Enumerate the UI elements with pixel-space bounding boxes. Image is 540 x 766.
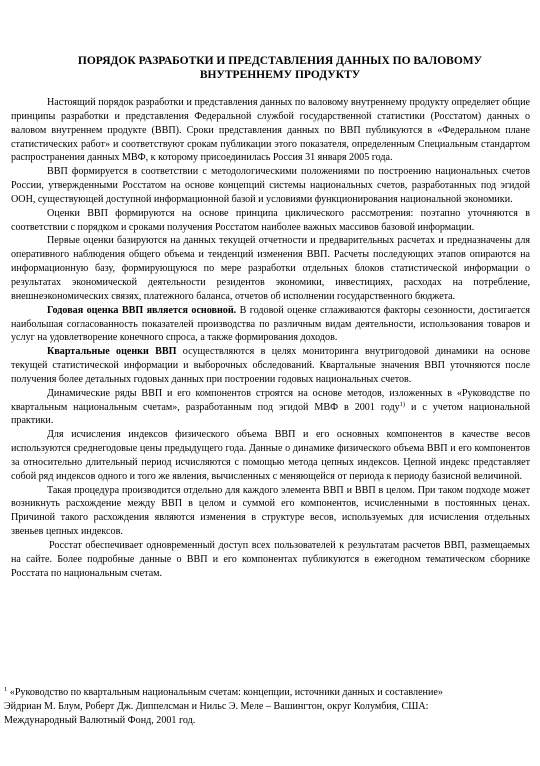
annual-estimate-bold: Годовая оценка ВВП является основной. [47,304,237,316]
title-line-2: ВНУТРЕННЕМУ ПРОДУКТУ [199,69,361,81]
footnote-line-2: Эйдриан М. Блум, Роберт Дж. Диппелсман и Нильс Э. Меле – Вашингтон, округ Колумбия, США: [4,700,429,712]
paragraph-cyclical-estimates: Оценки ВВП формируются на основе принципа циклического рассмотрения: поэтапно уточняются в соответствии с порядком и сроками получения Росстатом наиболее важных массивов базовой информации. [11,207,530,233]
paragraph-procedure: Такая процедура производится отдельно для каждого элемента ВВП и ВВП в целом. При таком подходе может возникнуть расхождение между ВВП в целом и суммой его компонентов, исчисленными в постоянных ценах. Причиной такого расхождения являются изменения в структуре весов, используемых для исчисления отдельных звеньев цепных индексов. [11,484,530,538]
footnote-text-1: «Руководство по квартальным национальным счетам: концепции, источники данных и составление» [7,687,443,698]
paragraph-intro: Настоящий порядок разработки и представления данных по валовому внутреннему продукту определяет общие принципы разработки и представления Федеральной службой государственной статистики (Росстатом) данных о валовом внутреннем продукте (ВВП). Сроки представления данных по ВВП публикуются в «Федеральном плане статистических работ» и соответствуют срокам публикации этого показателя, определенным Специальным стандартом распространения данных МВФ, к которому присоединилась Россия 31 января 2005 года. [11,97,530,164]
paragraph-volume-indices: Для исчисления индексов физического объема ВВП и его основных компонентов в качестве весов используются среднегодовые цены предыдущего года. Данные о динамике физического объема ВВП и его компонентов за относительно длительный период исчисляются с помощью метода цепных индексов. Цепной индекс представляет собой ряд индексов одного и того же явления, вычисленных с меняющейся от периода к периоду базисной величиной. [11,429,530,482]
paragraph-methodology: ВВП формируется в соответствии с методологическими положениями по построению национальных счетов России, утвержденными Росстатом на основе концепций системы национальных счетов, разработанных под эгидой ООН, существующей доступной информационной базой и условиями функционирования национальной экономики. [11,166,530,205]
quarterly-estimates-bold: Квартальные оценки ВВП [47,346,177,358]
document-body [11,96,530,581]
quarterly-estimates-text: осуществляются в целях мониторинга внутригодовой динамики на основе текущей статистической информации и выборочных обследований. Квартальные значения ВВП уточняются после получения более детальных годовых данных при построении годовых национальных счетов. [11,346,530,385]
annual-estimate-text: В годовой оценке сглаживаются факторы сезонности, достигается наибольшая согласованность показателей производства по различным видам деятельности, использования товаров и услуг на удовлетворение конечного спроса, а также формирования доходов. [11,304,530,344]
document-title [50,54,510,82]
footnote-line-3: Международный Валютный Фонд, 2001 год. [4,714,196,726]
footnote-line-1 [4,686,530,700]
dynamic-series-text-a: Динамические ряды ВВП и его компонентов строятся на основе методов, изложенных в «Руководстве по квартальным национальным счетам», разработанным под эгидой МВФ в 2001 году [11,387,530,413]
footnote-mark: 1 [4,686,8,693]
paragraph-access: Росстат обеспечивает одновременный доступ всех пользователей к результатам расчетов ВВП, размещаемых на сайте. Более подробные данные о ВВП и его компонентах публикуются в ежегодном тематическом сборнике Росстата по национальным счетам. [11,540,530,579]
dynamic-series-text-b: и с учетом национальной практики. [11,401,531,427]
paragraph-annual-estimate [11,304,530,346]
footnote [4,686,530,728]
title-line-1: ПОРЯДОК РАЗРАБОТКИ И ПРЕДСТАВЛЕНИЯ ДАННЫХ ПО ВАЛОВОМУ [77,55,483,67]
footnote-reference: 1) [399,400,406,408]
paragraph-first-estimates: Первые оценки базируются на данных текущей отчетности и предварительных расчетах и предназначены для оперативного наблюдения общего объема и тенденций изменения ВВП. Расчеты последующих этапов опираются на информационную базу, формирующуюся по мере разработки отдельных блоков статистической информации о результатах экономической деятельности резидентов экономики, инвестициях, расходах на потребление, внешнеэкономических связях, платежного баланса, отчетов об исполнении государственного бюджета. [11,235,530,302]
paragraph-quarterly-estimates [11,345,530,387]
paragraph-dynamic-series [11,387,530,429]
